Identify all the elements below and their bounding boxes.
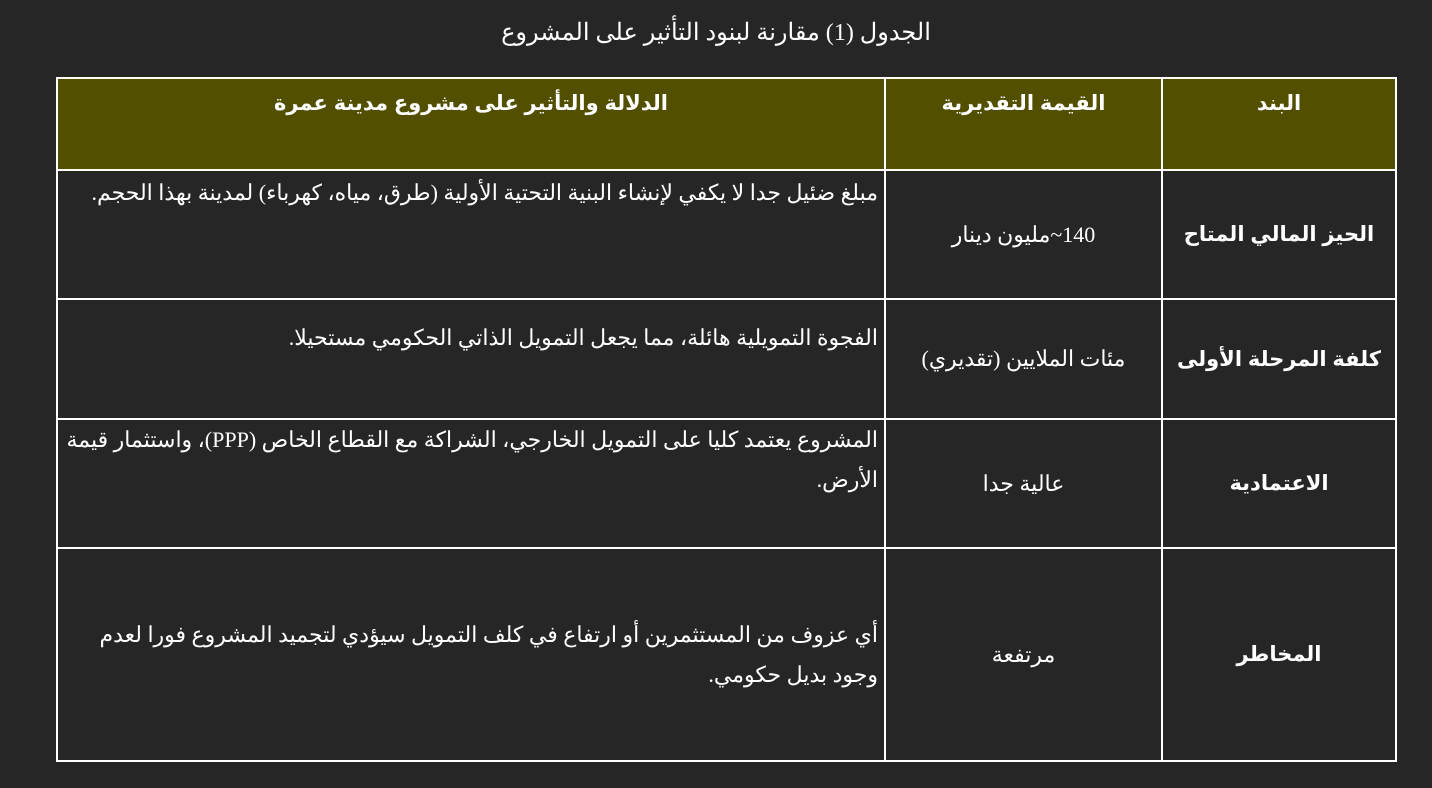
table-row — [57, 548, 1396, 761]
row-item: المخاطر — [1162, 548, 1396, 761]
row-impact: أي عزوف من المستثمرين أو ارتفاع في كلف التمويل سيؤدي لتجميد المشروع فورا لعدم وجود بديل حكومي. — [57, 548, 885, 761]
row-value: مئات الملايين (تقديري) — [885, 299, 1162, 419]
header-item: البند — [1162, 78, 1396, 170]
row-impact: الفجوة التمويلية هائلة، مما يجعل التمويل الذاتي الحكومي مستحيلا. — [57, 299, 885, 419]
row-impact: المشروع يعتمد كليا على التمويل الخارجي، الشراكة مع القطاع الخاص (PPP)، واستثمار قيمة الأرض. — [57, 419, 885, 548]
table-row — [57, 299, 1396, 419]
row-value: مرتفعة — [885, 548, 1162, 761]
row-impact: مبلغ ضئيل جدا لا يكفي لإنشاء البنية التحتية الأولية (طرق، مياه، كهرباء) لمدينة بهذا الحجم. — [57, 170, 885, 299]
row-item: الحيز المالي المتاح — [1162, 170, 1396, 299]
row-value: 140~مليون دينار — [885, 170, 1162, 299]
row-item: الاعتمادية — [1162, 419, 1396, 548]
comparison-table — [56, 77, 1397, 762]
header-value: القيمة التقديرية — [885, 78, 1162, 170]
row-item: كلفة المرحلة الأولى — [1162, 299, 1396, 419]
table-header-row — [57, 78, 1396, 170]
table-row — [57, 419, 1396, 548]
table-row — [57, 170, 1396, 299]
row-value: عالية جدا — [885, 419, 1162, 548]
table-caption: الجدول (1) مقارنة لبنود التأثير على المشروع — [501, 20, 931, 46]
header-impact: الدلالة والتأثير على مشروع مدينة عمرة — [57, 78, 885, 170]
